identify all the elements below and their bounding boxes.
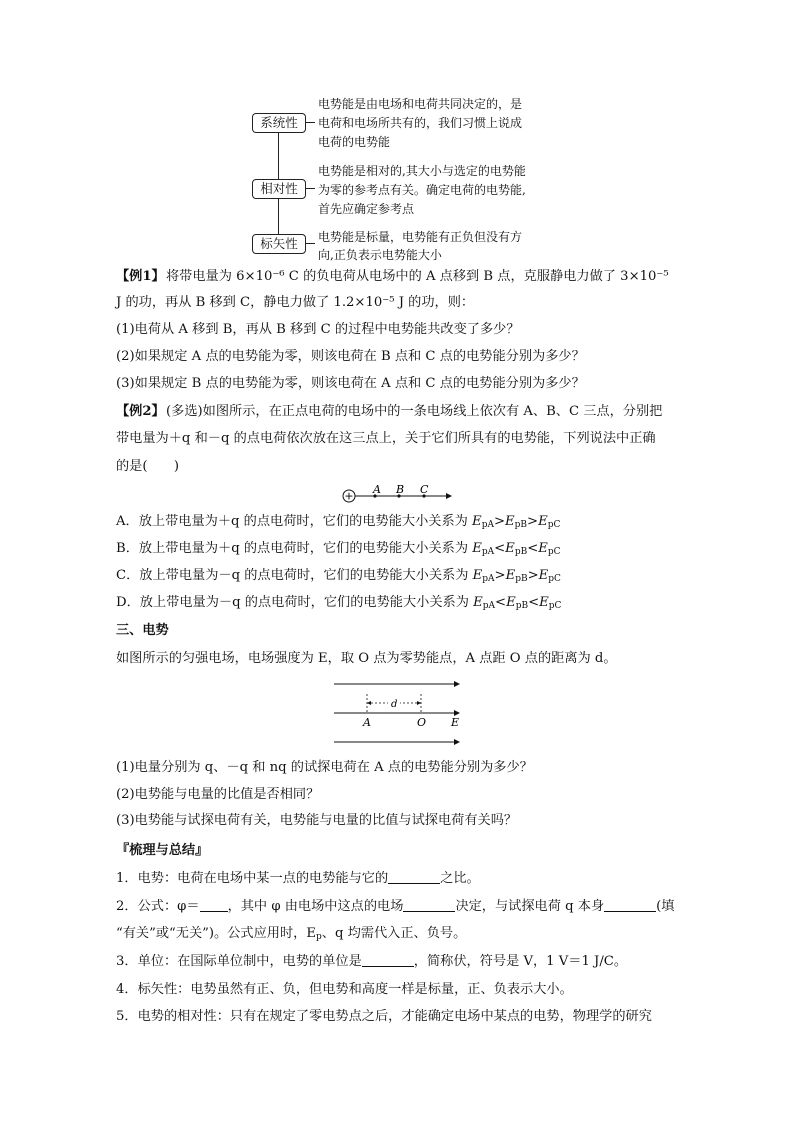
summary-text: 之比。 — [440, 871, 480, 886]
node-label-relative: 相对性 — [252, 179, 306, 199]
node-label-systemic: 系统性 — [252, 113, 306, 133]
option-text: A．放上带电量为＋q 的点电荷时，它们的电势能大小关系为 — [116, 514, 473, 529]
summary-text: 、q 均需代入正、负号。 — [321, 926, 467, 941]
summary-text: ，简称伏，符号是 V，1 V＝1 J/C。 — [413, 954, 628, 969]
charge-sign: + — [344, 489, 354, 503]
summary-heading: 『梳理与总结』 — [116, 843, 209, 858]
summary-item-5: 5．电势的相对性：只有在规定了零电势点之后，才能确定电场中某点的电势，物理学的研究 — [116, 1009, 652, 1024]
example-line: J 的功，再从 B 移到 C，静电力做了 1.2×10⁻⁵ J 的功，则： — [116, 295, 475, 310]
option-a — [116, 513, 560, 534]
fill-blank[interactable] — [200, 898, 228, 912]
example-line: 带电量为＋q 和－q 的点电荷依次放在这三点上，关于它们所具有的电势能，下列说法中正确 — [116, 431, 656, 446]
distance-label: d — [391, 699, 398, 710]
relation: $E_{pA}>E_{pB}>E_{pC}$ — [472, 514, 561, 530]
summary-item-2 — [116, 898, 674, 916]
fill-blank[interactable] — [388, 870, 440, 884]
arrow-head-icon — [367, 701, 371, 705]
example-question: (1)电荷从 A 移到 B，再从 B 移到 C 的过程中电势能共改变了多少？ — [116, 322, 520, 337]
example-tag: 【例2】 — [116, 404, 165, 419]
question: (1)电量分别为 q、－q 和 nq 的试探电荷在 A 点的电势能分别为多少？ — [116, 760, 533, 775]
example-line: (多选)如图所示，在正点电荷的电场中的一条电场线上依次有 A、B、C 三点，分别把 — [166, 404, 663, 419]
point-label: B — [396, 484, 405, 496]
question: (2)电势能与电量的比值是否相同？ — [116, 787, 320, 802]
subscript: p — [316, 932, 322, 942]
node-desc-line: 首先应确定参考点 — [318, 202, 415, 216]
summary-text: 1．电势：电荷在电场中某一点的电势能与它的 — [116, 871, 389, 886]
fill-blank[interactable] — [362, 953, 414, 967]
arrow-head-icon — [454, 681, 460, 687]
example-question: (3)如果规定 B 点的电势能为零，则该电荷在 A 点和 C 点的电势能分别为多少？ — [116, 376, 585, 391]
option-b — [116, 540, 561, 561]
option-text: C．放上带电量为－q 的点电荷时，它们的电势能大小关系为 — [116, 568, 473, 583]
option-d — [116, 594, 561, 615]
summary-item-1 — [116, 870, 480, 888]
point-label: C — [420, 484, 429, 496]
node-desc-line: 电势能是相对的,其大小与选定的电势能 — [318, 164, 526, 178]
summary-item-3 — [116, 953, 627, 971]
node-desc-line: 为零的参考点有关。确定电荷的电势能, — [318, 183, 526, 197]
point-label: A — [373, 484, 381, 496]
summary-text: (填 — [656, 899, 675, 914]
section-intro: 如图所示的匀强电场，电场强度为 E，取 O 点为零势能点，A 点距 O 点的距离为 d。 — [116, 651, 617, 666]
option-c — [116, 567, 561, 588]
example-line: 将带电量为 6×10⁻⁶ C 的负电荷从电场中的 A 点移到 B 点，克服静电力做了 3×10⁻⁵ — [166, 269, 669, 284]
section-heading: 三、电势 — [116, 623, 169, 638]
node-desc-line: 电势能是标量，电势能有正负但没有方 — [318, 230, 523, 244]
point-label: O — [417, 716, 427, 729]
summary-text: 2．公式：φ＝ — [116, 899, 200, 914]
relation: $E_{pA}<E_{pB}<E_{pC}$ — [472, 541, 561, 557]
node-desc-line: 电荷的电势能 — [318, 135, 391, 149]
summary-text: ，其中 φ 由电场中这点的电场 — [227, 899, 404, 914]
point-label: A — [363, 716, 371, 729]
node-connector — [305, 188, 315, 189]
fill-blank[interactable] — [403, 898, 455, 912]
node-connector — [305, 122, 315, 123]
arrow-head-icon — [417, 701, 421, 705]
question: (3)电势能与试探电荷有关，电势能与电量的比值与试探电荷有关吗？ — [116, 813, 518, 828]
relation: $E_{pA}<E_{pB}<E_{pC}$ — [473, 595, 562, 611]
node-desc-line: 向,正负表示电势能大小 — [318, 248, 442, 262]
field-line-figure — [338, 484, 458, 506]
example-tag: 【例1】 — [116, 269, 165, 284]
arrow-head-icon — [454, 739, 460, 745]
fill-blank[interactable] — [604, 898, 656, 912]
example-question: (2)如果规定 A 点的电势能为零，则该电荷在 B 点和 C 点的电势能分别为多少？ — [116, 349, 585, 364]
summary-text: 3．单位：在国际单位制中，电势的单位是 — [116, 954, 362, 969]
summary-item-2-cont — [116, 925, 466, 946]
relation: $E_{pA}>E_{pB}>E_{pC}$ — [472, 568, 561, 584]
node-desc-line: 电势能是由电场和电荷共同决定的，是 — [318, 97, 523, 111]
option-text: B．放上带电量为＋q 的点电荷时，它们的电势能大小关系为 — [116, 541, 473, 556]
node-connector — [305, 243, 315, 244]
summary-item-4: 4．标矢性：电势虽然有正、负，但电势和高度一样是标量，正、负表示大小。 — [116, 982, 573, 997]
summary-text: 决定，与试探电荷 q 本身 — [455, 899, 605, 914]
option-text: D．放上带电量为－q 的点电荷时，它们的电势能大小关系为 — [116, 595, 474, 610]
node-label-scalar: 标矢性 — [252, 234, 306, 254]
example-line: 的是( ) — [116, 459, 180, 474]
arrow-head-icon — [446, 493, 452, 499]
node-desc-line: 电荷和电场所共有的，我们习惯上说成 — [318, 116, 523, 130]
summary-text: “有关”或“无关”)。公式应用时，E — [116, 926, 316, 941]
uniform-field-figure — [330, 676, 464, 748]
field-label: E — [451, 716, 460, 729]
